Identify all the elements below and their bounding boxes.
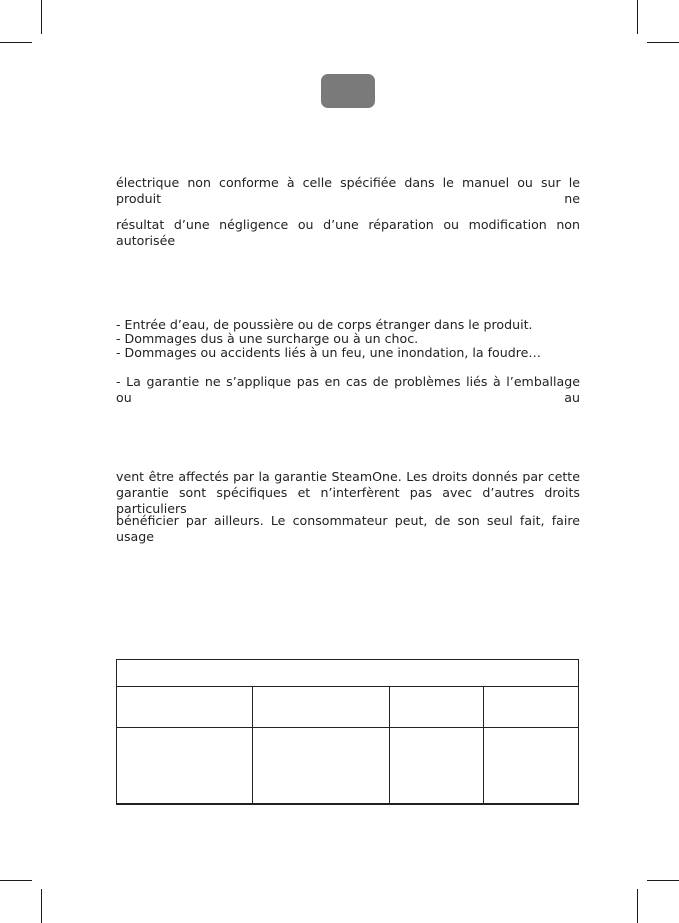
table-row-divider	[117, 727, 578, 728]
crop-mark	[647, 880, 679, 881]
text-line: électrique non conforme à celle spécifiée dans le manuel ou sur le produit ne	[116, 175, 580, 206]
crop-mark	[0, 880, 32, 881]
text-line: vent être affectés par la garantie SteamOne. Les droits donnés par cette	[116, 469, 580, 484]
list-item: - Dommages ou accidents liés à un feu, une inondation, la foudre…	[116, 345, 541, 360]
crop-mark	[0, 42, 32, 43]
text-line: garantie sont spécifiques et n’interfèrent pas avec d’autres droits particuliers	[116, 485, 580, 516]
crop-mark	[647, 42, 679, 43]
list-item: - Dommages dus à une surcharge ou à un choc.	[116, 331, 419, 346]
page-number-badge	[321, 74, 375, 108]
crop-mark	[637, 0, 638, 34]
crop-mark	[637, 889, 638, 923]
text-line: résultat d’une négligence ou d’une réparation ou modification non autorisée	[116, 217, 580, 248]
table-column-divider	[252, 686, 253, 803]
table-row-divider	[117, 686, 578, 687]
table-column-divider	[483, 686, 484, 803]
list-item: - Entrée d’eau, de poussière ou de corps étranger dans le produit.	[116, 317, 533, 332]
warranty-form-table	[116, 659, 579, 805]
list-item: - La garantie ne s’applique pas en cas de problèmes liés à l’emballage ou au	[116, 374, 580, 405]
table-column-divider	[389, 686, 390, 803]
crop-mark	[41, 0, 42, 34]
crop-mark	[41, 889, 42, 923]
text-line: bénéficier par ailleurs. Le consommateur peut, de son seul fait, faire usage	[116, 513, 580, 544]
